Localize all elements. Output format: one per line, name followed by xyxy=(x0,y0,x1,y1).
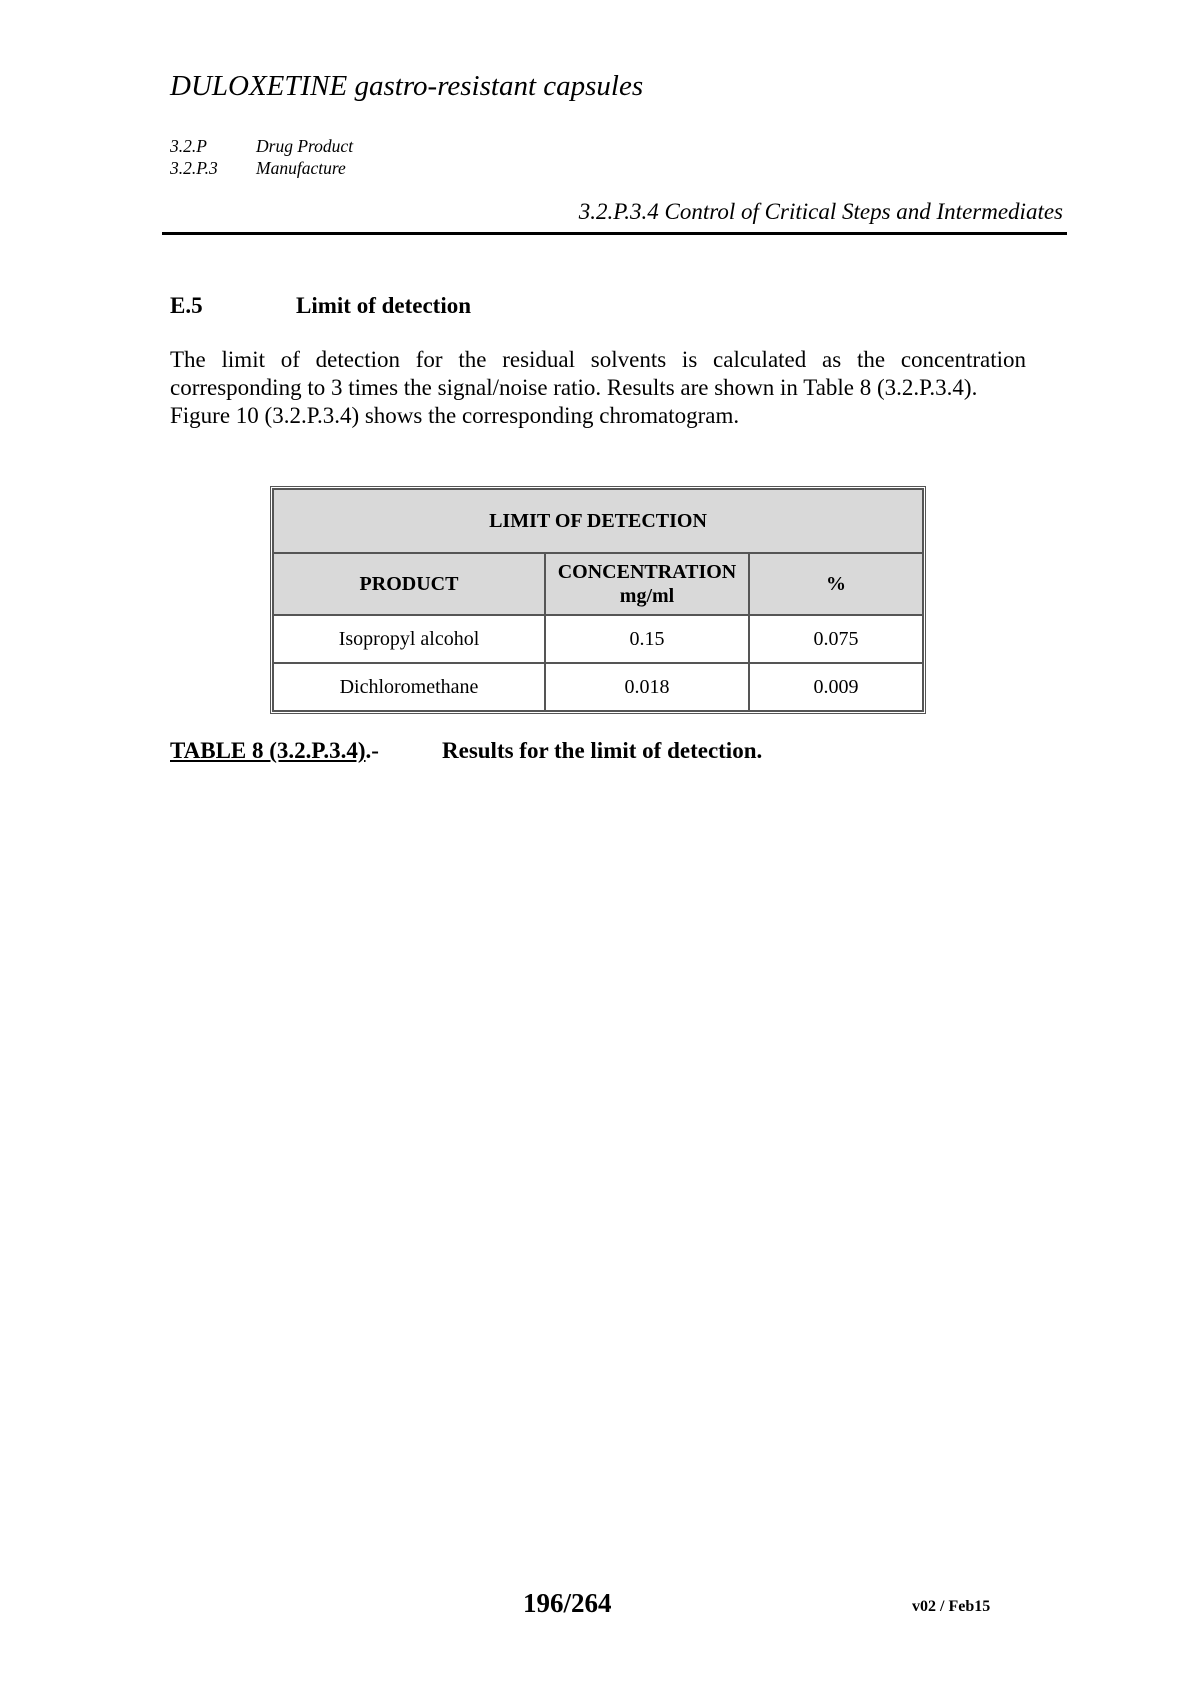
subsection-label: Drug Product xyxy=(256,136,354,156)
body-paragraph xyxy=(170,346,1026,430)
table-row xyxy=(273,615,923,663)
section-heading: 3.2.P.3.4 Control of Critical Steps and Intermediates xyxy=(578,199,1063,224)
paragraph-line: The limit of detection for the residual solvents is calculated as the concentration xyxy=(170,347,1026,372)
document-title: DULOXETINE gastro-resistant capsules xyxy=(170,70,644,102)
subsection-heading xyxy=(170,293,471,319)
cell-concentration: 0.15 xyxy=(545,615,749,663)
caption-text: Results for the limit of detection. xyxy=(442,738,763,763)
paragraph-line: Figure 10 (3.2.P.3.4) shows the corresponding chromatogram. xyxy=(170,403,740,428)
subsection-heading-number: E.5 xyxy=(170,293,203,318)
column-header-concentration-label: CONCENTRATION xyxy=(557,561,737,583)
column-header-concentration-unit: mg/ml xyxy=(619,585,675,607)
cell-product: Isopropyl alcohol xyxy=(273,615,545,663)
column-header-concentration xyxy=(545,553,749,615)
cell-product: Dichloromethane xyxy=(273,663,545,711)
cell-concentration: 0.018 xyxy=(545,663,749,711)
header-subsection-drug-product xyxy=(170,136,353,157)
subsection-number: 3.2.P.3 xyxy=(170,158,218,178)
table-title: LIMIT OF DETECTION xyxy=(273,489,923,553)
caption-label: TABLE 8 (3.2.P.3.4) xyxy=(170,738,366,763)
column-header-percent: % xyxy=(749,553,923,615)
table-header-row xyxy=(273,553,923,615)
subsection-label: Manufacture xyxy=(256,158,346,178)
cell-percent: 0.009 xyxy=(749,663,923,711)
subsection-number: 3.2.P xyxy=(170,136,207,156)
limit-of-detection-table xyxy=(270,486,926,714)
column-header-product: PRODUCT xyxy=(273,553,545,615)
header-divider xyxy=(162,232,1067,235)
page-number: 196/264 xyxy=(523,1588,612,1618)
caption-suffix: .- xyxy=(365,738,379,763)
table-caption xyxy=(170,738,763,764)
table-title-row xyxy=(273,489,923,553)
subsection-heading-title: Limit of detection xyxy=(296,293,472,318)
cell-percent: 0.075 xyxy=(749,615,923,663)
table-row xyxy=(273,663,923,711)
header-subsection-manufacture xyxy=(170,158,346,179)
version-label: v02 / Feb15 xyxy=(912,1598,991,1615)
paragraph-line: corresponding to 3 times the signal/noise ratio. Results are shown in Table 8 (3.2.P.3.4). xyxy=(170,375,978,400)
